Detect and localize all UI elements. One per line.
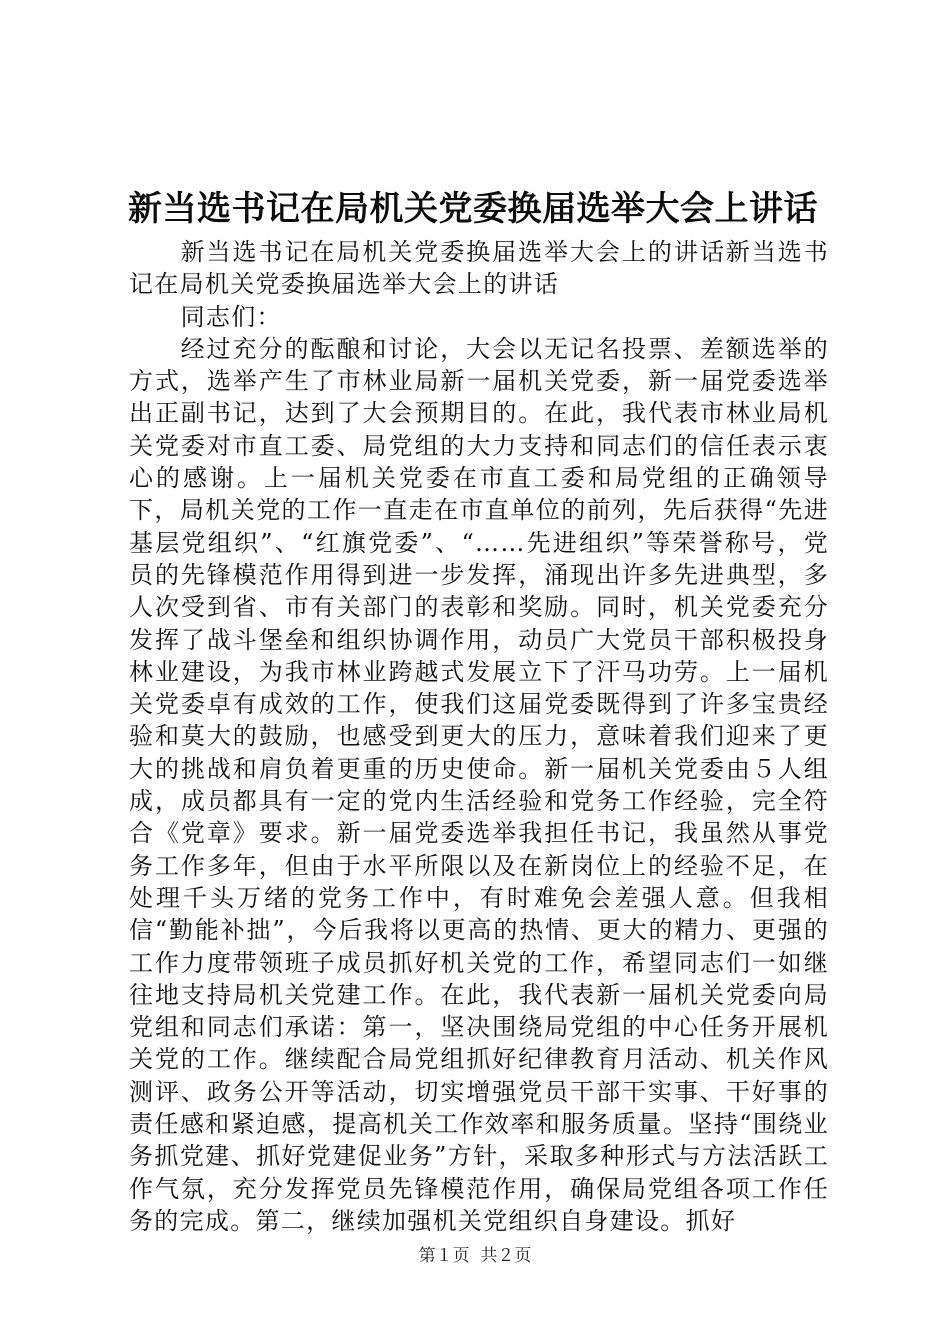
document-body: [129, 236, 829, 1237]
speech-paragraph: 经过充分的酝酿和讨论，大会以无记名投票、差额选举的方式，选举产生了市林业局新一届机关党委，新一届党委选举出正副书记，达到了大会预期目的。在此，我代表市林业局机关党委对市直工委、局党组的大力支持和同志们的信任表示衷心的感谢。上一届机关党委在市直工委和局党组的正确领导下，局机关党的工作一直走在市直单位的前列，先后获得“先进基层党组织”、“红旗党委”、“……先进组织”等荣誉称号，党员的先锋模范作用得到进一步发挥，涌现出许多先进典型，多人次受到省、市有关部门的表彰和奖励。同时，机关党委充分发挥了战斗堡垒和组织协调作用，动员广大党员干部积极投身林业建设，为我市林业跨越式发展立下了汗马功劳。上一届机关党委卓有成效的工作，使我们这届党委既得到了许多宝贵经验和莫大的鼓励，也感受到更大的压力，意味着我们迎来了更大的挑战和肩负着更重的历史使命。新一届机关党委由５人组成，成员都具有一定的党内生活经验和党务工作经验，完全符合《党章》要求。新一届党委选举我担任书记，我虽然从事党务工作多年，但由于水平所限以及在新岗位上的经验不足，在处理千头万绪的党务工作中，有时难免会差强人意。但我相信“勤能补拙”，今后我将以更高的热情、更大的精力、更强的工作力度带领班子成员抓好机关党的工作，希望同志们一如继往地支持局机关党建工作。在此，我代表新一届机关党委向局党组和同志们承诺：第一，坚决围绕局党组的中心任务开展机关党的工作。继续配合局党组抓好纪律教育月活动、机关作风测评、政务公开等活动，切实增强党员干部干实事、干好事的责任感和紧迫感，提高机关工作效率和服务质量。坚持“围绕业务抓党建、抓好党建促业务”方针，采取多种形式与方法活跃工作气氛，充分发挥党员先锋模范作用，确保局党组各项工作任务的完成。第二，继续加强机关党组织自身建设。抓好: [129, 334, 829, 1235]
page-footer: [0, 1244, 950, 1268]
salutation: 同志们：: [180, 302, 282, 331]
page-number-label: 第１页 共２页: [418, 1246, 532, 1266]
document-title: 新当选书记在局机关党委换届选举大会上讲话: [128, 189, 818, 229]
intro-paragraph: 新当选书记在局机关党委换届选举大会上的讲话新当选书记在局机关党委换届选举大会上的讲话: [129, 238, 829, 299]
